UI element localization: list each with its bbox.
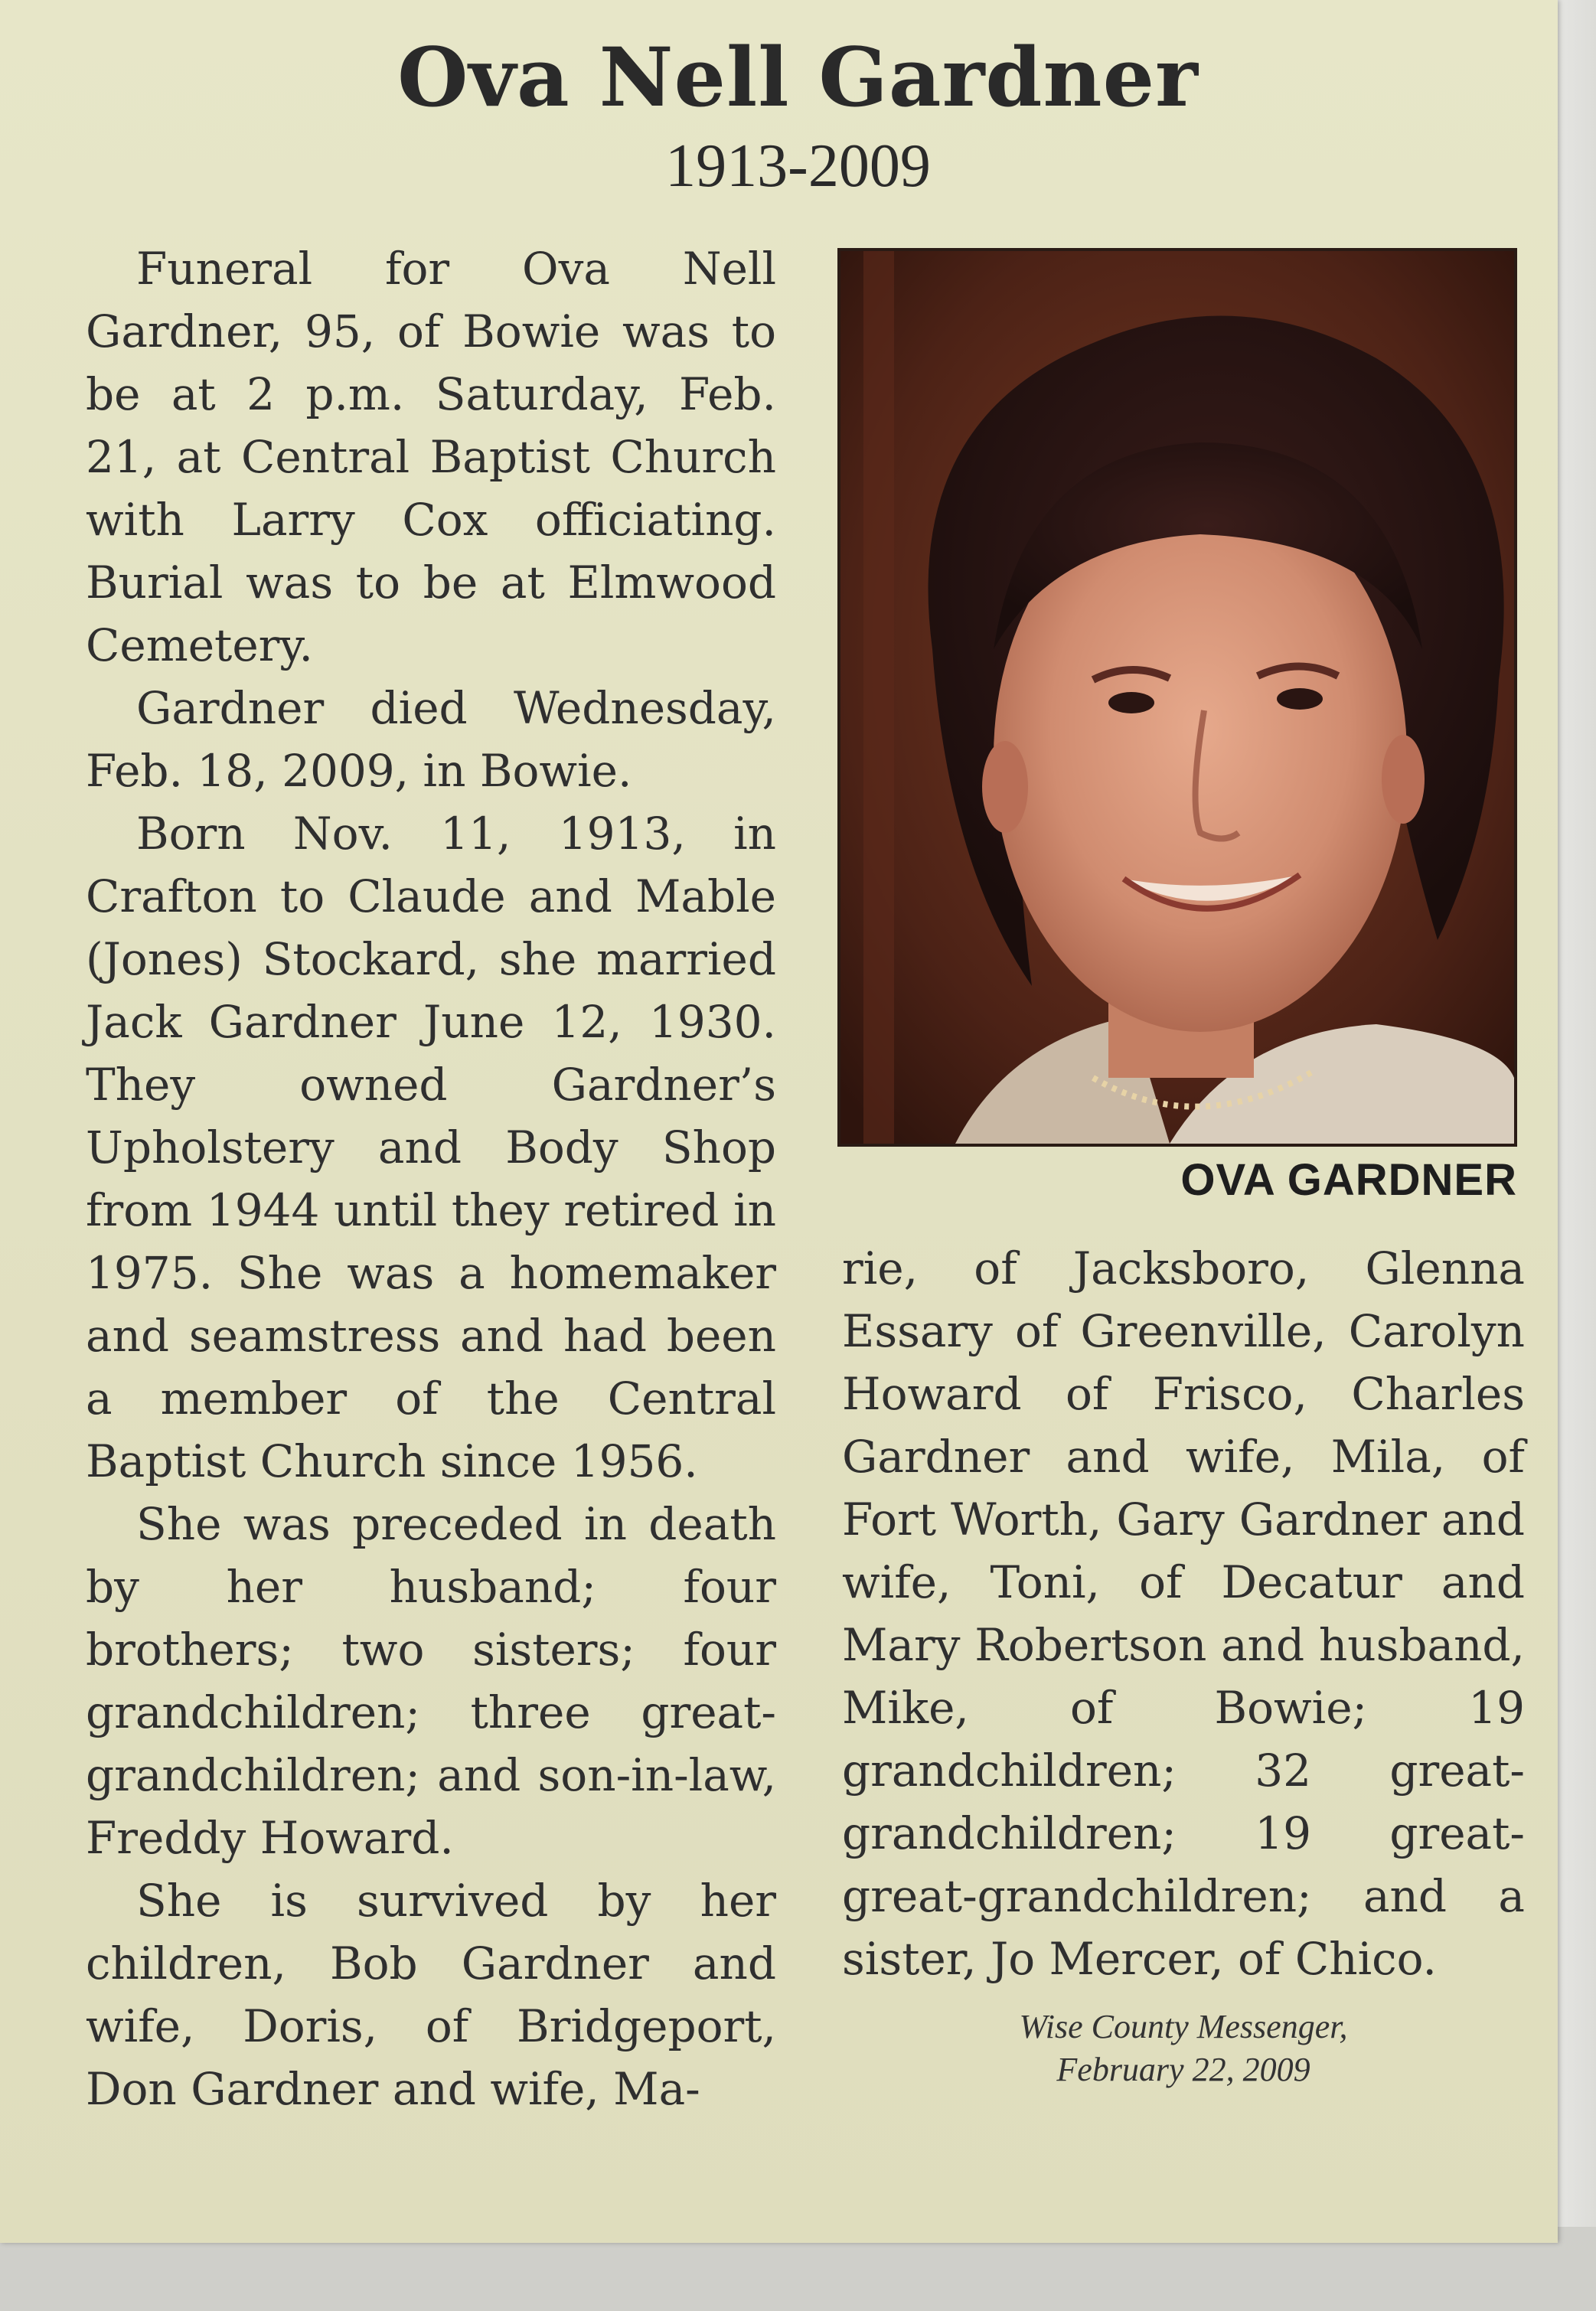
paragraph-biography: Born Nov. 11, 1913, in Crafton to Claude and Mable (Jones) Stockard, she married Jack Gardner June 12, 1930. They owned Gardner’s Upholstery and Body Shop from 1944 until they retired in 1975. She was a homemaker and seamstress and had been a member of the Central Baptist Church since 1956. [86,808,776,1487]
photo-caption: OVA GARDNER [1180,1155,1517,1205]
source-publication: Wise County Messenger, [1019,2008,1348,2045]
paragraph-survivors: She is survived by her children, Bob Gardner and wife, Doris, of Bridgeport, Don Gardner and wife, Ma- [86,1875,776,2115]
source-date: February 22, 2009 [1056,2051,1310,2088]
portrait-photo [837,248,1517,1147]
paragraph-funeral: Funeral for Ova Nell Gardner, 95, of Bowie was to be at 2 p.m. Saturday, Feb. 21, at Central Baptist Church with Larry Cox officiating. Burial was to be at Elmwood Cemetery. [86,243,776,671]
paragraph-survivors-continued: rie, of Jacksboro, Glenna Essary of Greenville, Carolyn Howard of Frisco, Charles Gardner and wife, Mila, of Fort Worth, Gary Gardner and wife, Toni, of Decatur and Mary Robertson and husband, Mike, of Bowie; 19 grandchildren; 32 great-grandchildren; 19 great-great-grandchildren; and a sister, Jo Mercer, of Chico. [842,1242,1525,1985]
left-column [86,237,776,2120]
publication-source [842,2006,1525,2091]
life-years: 1913-2009 [665,132,931,200]
obituary-headline: Ova Nell Gardner [397,29,1199,125]
right-column [842,1237,1525,1990]
paragraph-preceded: She was preceded in death by her husband; four brothers; two sisters; four grandchildren; three great-grandchildren; and son-in-law, Freddy Howard. [86,1498,776,1864]
portrait-image [840,251,1514,1144]
paragraph-death: Gardner died Wednesday, Feb. 18, 2009, in Bowie. [86,682,776,797]
